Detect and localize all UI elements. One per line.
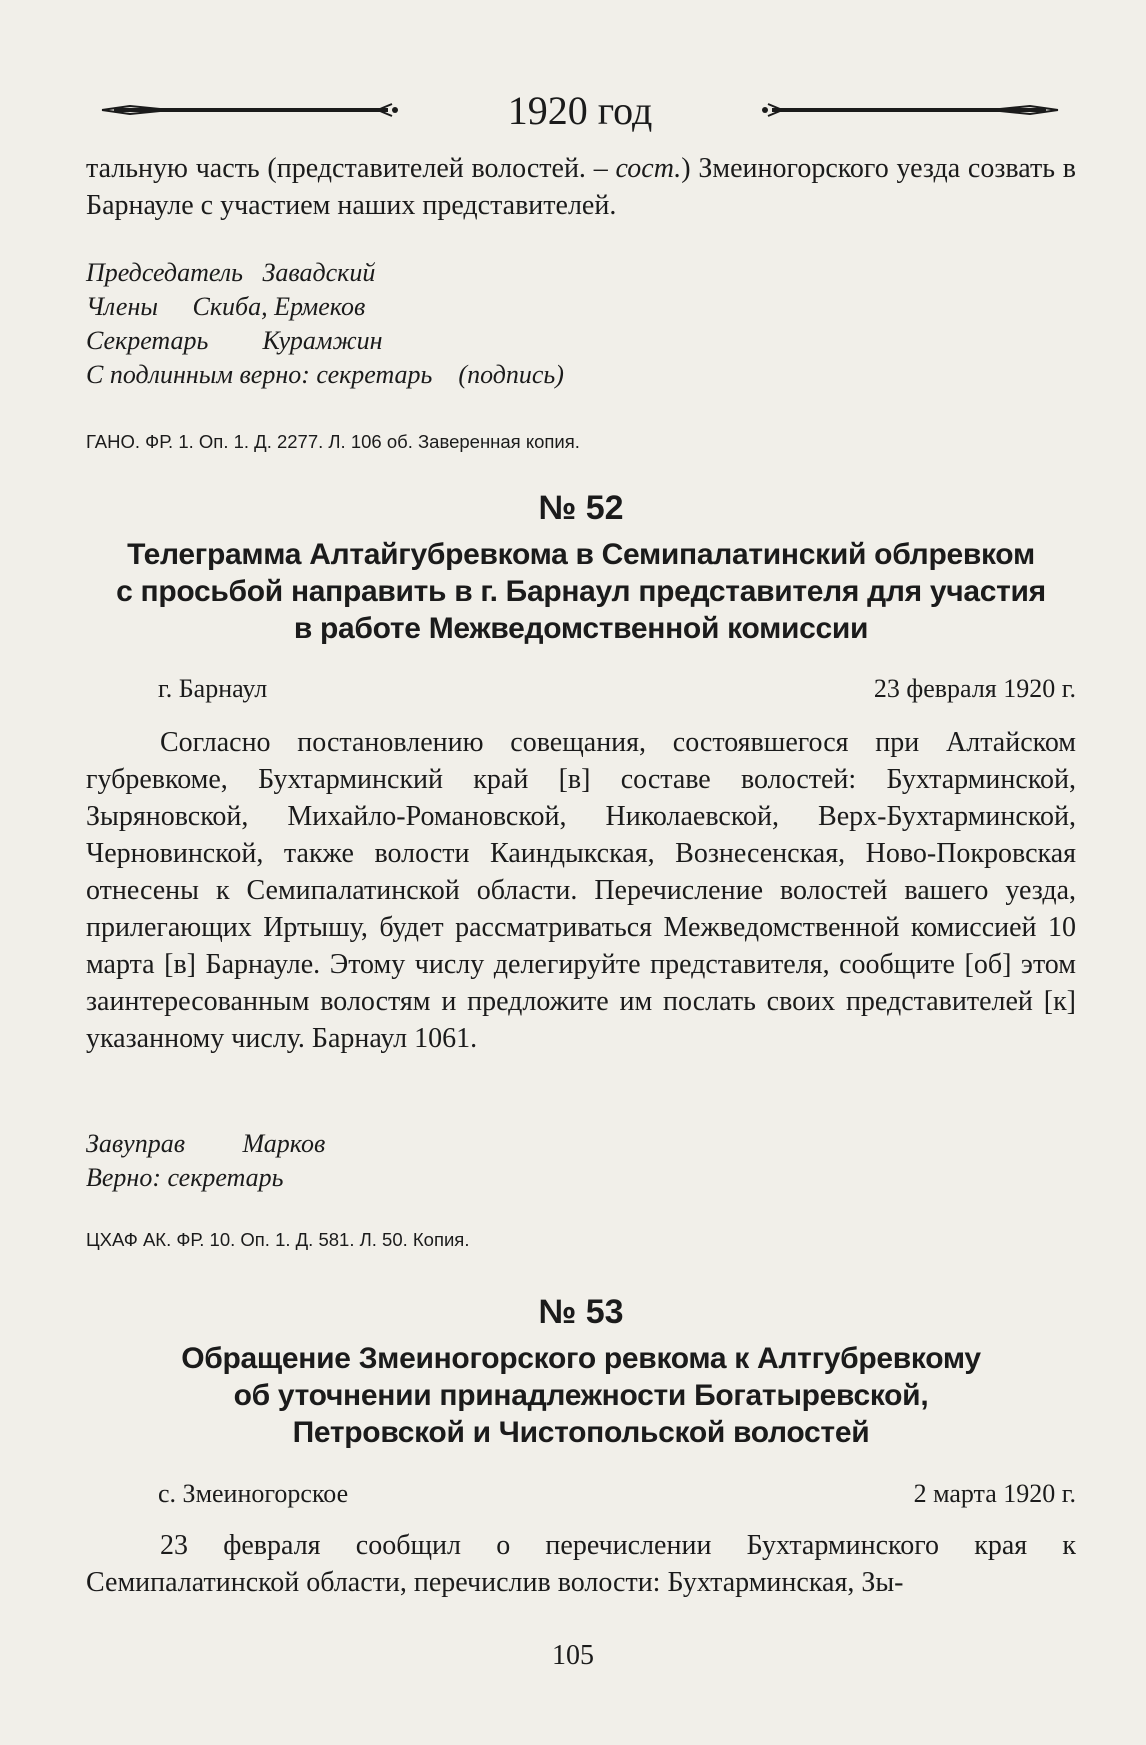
page-number: 105 (552, 1640, 594, 1671)
signatures-block-1: Председатель Завадский Члены Скиба, Ермеков Секретарь Курамжин С подлинным верно: секретарь (подпись) (86, 258, 564, 389)
running-head-year: 1920 год (507, 88, 653, 133)
doc-53-number: № 53 (538, 1293, 624, 1331)
archive-source-2: ЦХАФ АК. ФР. 10. Оп. 1. Д. 581. Л. 50. Копия. (86, 1229, 470, 1250)
doc-53-date: 2 марта 1920 г. (913, 1479, 1076, 1508)
archive-source-1: ГАНО. ФР. 1. Оп. 1. Д. 2277. Л. 106 об. Заверенная копия. (86, 431, 580, 452)
doc-52-date: 23 февраля 1920 г. (873, 674, 1076, 703)
running-head (100, 88, 1060, 134)
doc-52-place: г. Барнаул (158, 674, 268, 703)
doc-52-body: Согласно постановлению совещания, состоявшегося при Алтайском губревкоме, Бухтарминский край [в] составе волостей: Бухтарминской, Зыряновской, Михайло-Романовской, Николаевской, Верх-Бухтарминской, Черновинской, также волости Каиндыкская, Вознесенская, Ново-Покровская отнесены к Семипалатинской области. Перечисление волостей вашего уезда, прилегающих Иртышу, будет рассматриваться Межведомственной комиссией 10 марта [в] Барнауле. Этому числу делегируйте представителя, сообщите [об] этом заинтересованным волостям и предложите им послать своих представителей [к] указанному числу. Барнаул 1061. (86, 727, 1076, 1054)
ornament-right-icon (760, 100, 1060, 120)
doc-52-place-date (86, 673, 1076, 705)
doc-53-title: Обращение Змеиногорского ревкома к Алтгубревкому об уточнении принадлежности Богатыревской, Петровской и Чистопольской волостей (181, 1342, 981, 1449)
doc-52-number: № 52 (538, 489, 624, 527)
doc-53-place-date (86, 1478, 1076, 1510)
top-fragment (86, 150, 1076, 224)
doc-52-signatures: Завуправ Марков Верно: секретарь (86, 1129, 326, 1192)
top-fragment-text: тальную часть (представителей волостей. – сост.) Змеиногорского уезда созвать в Барнауле с участием наших представителей. (86, 153, 1076, 221)
doc-53-place: с. Змеиногорское (158, 1479, 349, 1508)
doc-53-body: 23 февраля сообщил о перечислении Бухтарминского края к Семипалатинской области, перечислив волости: Бухтарминская, Зы- (86, 1530, 1076, 1598)
doc-52-title: Телеграмма Алтайгубревкома в Семипалатинский облревком с просьбой направить в г. Барнаул представителя для участия в работе Межведомственной комиссии (116, 538, 1046, 645)
